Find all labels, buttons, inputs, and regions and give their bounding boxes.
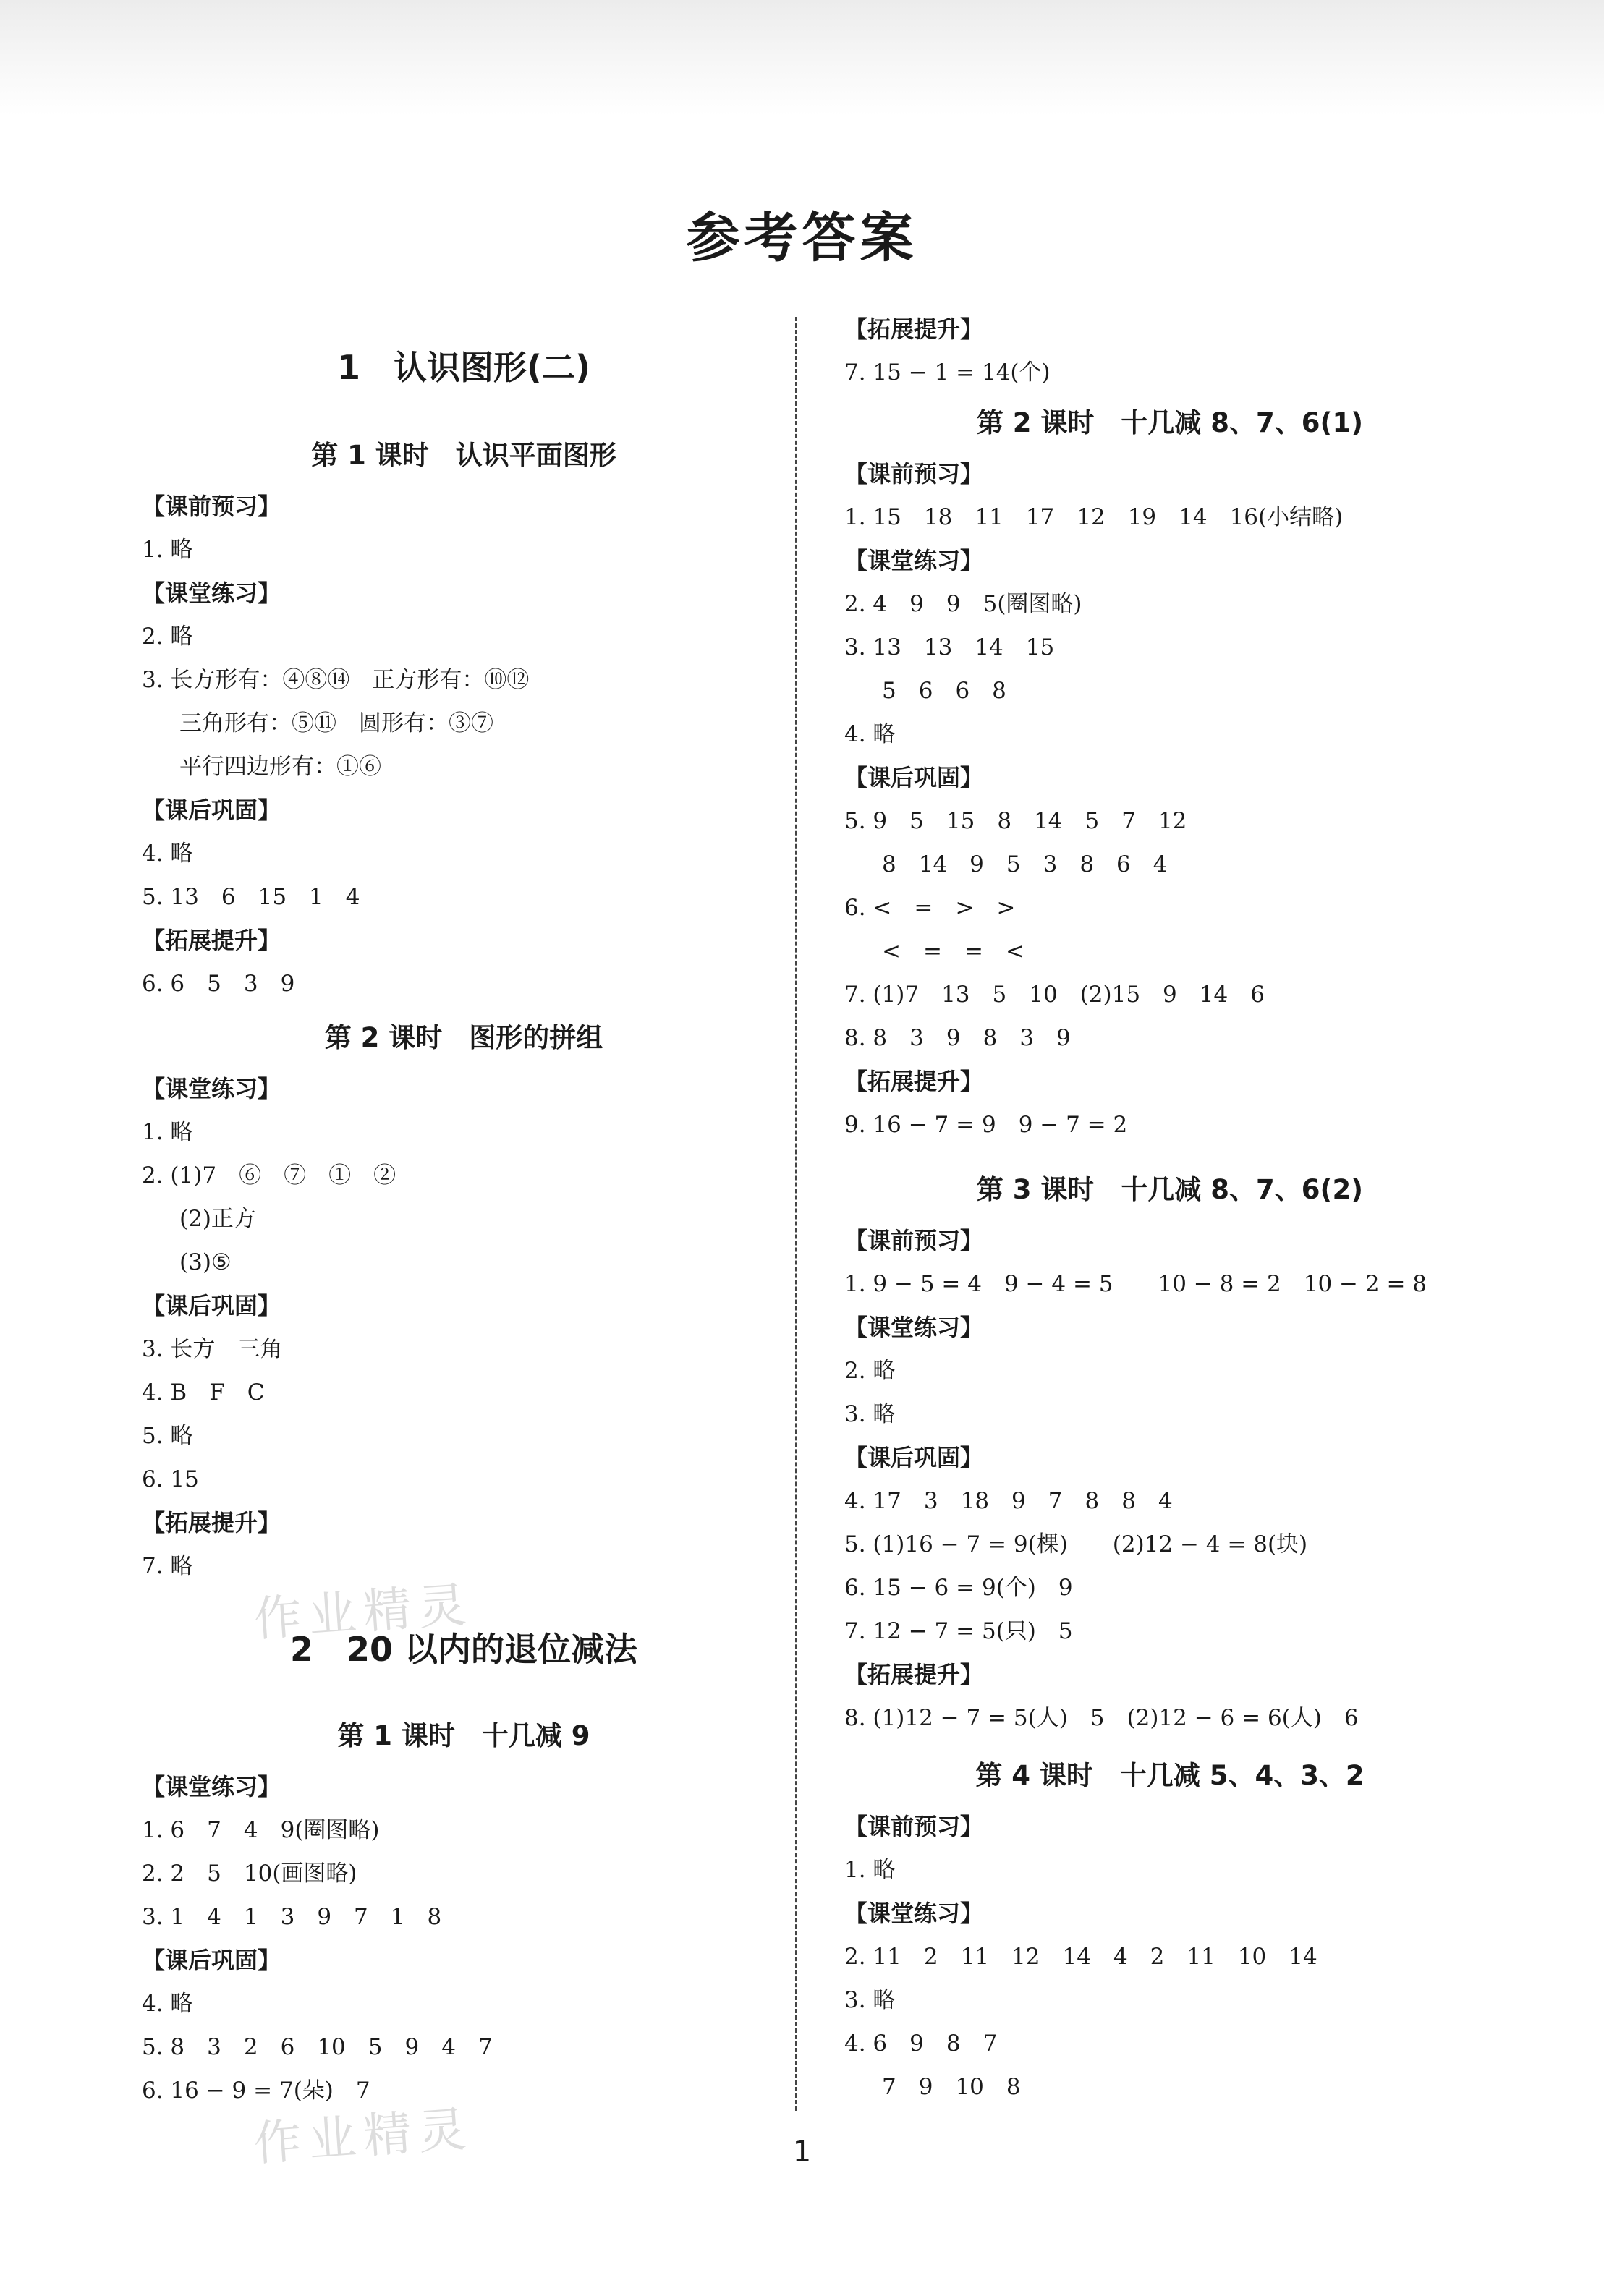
answer-line: 3. 长方 三角 <box>142 1336 283 1362</box>
lesson-heading: 第 1 课时 十几减 9 <box>337 1720 590 1751</box>
answer-line: 7. (1)7 13 5 10 (2)15 9 14 6 <box>844 982 1265 1008</box>
answer-line: 平行四边形有：①⑥ <box>179 754 381 780</box>
answer-line: 5. 13 6 15 1 4 <box>142 884 360 910</box>
answer-line: (3)⑤ <box>179 1249 232 1275</box>
section-label: 【拓展提升】 <box>142 927 281 954</box>
lesson-heading: 第 4 课时 十几减 5、4、3、2 <box>975 1760 1365 1791</box>
answer-line: 2. 略 <box>142 624 193 650</box>
answer-line: 8 14 9 5 3 8 6 4 <box>882 851 1168 877</box>
answer-line: 1. 15 18 11 17 12 19 14 16(小结略) <box>844 504 1344 530</box>
section-label: 【课后巩固】 <box>844 1444 984 1471</box>
answer-line: 7 9 10 8 <box>882 2074 1021 2100</box>
answer-line: 6. < = > > <box>844 895 1016 921</box>
section-label: 【课前预习】 <box>844 1227 984 1254</box>
watermark: 作业精灵 <box>252 2101 475 2172</box>
section-label: 【课堂练习】 <box>142 579 281 607</box>
answer-line: 3. 13 13 14 15 <box>844 634 1055 660</box>
answer-line: 4. 17 3 18 9 7 8 8 4 <box>844 1488 1173 1514</box>
answer-line: 2. 略 <box>844 1358 896 1384</box>
answer-line: 3. 长方形有：④⑧⑭ 正方形有：⑩⑫ <box>142 667 530 693</box>
page-title: 参考答案 <box>686 207 918 269</box>
section-label: 【课后巩固】 <box>142 1292 281 1319</box>
section-label: 【课堂练习】 <box>844 1314 984 1341</box>
answer-line: 7. 15 − 1 = 14(个) <box>844 360 1051 386</box>
chapter-heading: 2 20 以内的退位减法 <box>289 1630 638 1669</box>
answer-line: 4. 略 <box>142 841 193 867</box>
lesson-heading: 第 3 课时 十几减 8、7、6(2) <box>976 1174 1364 1205</box>
answer-line: 3. 略 <box>844 1401 896 1427</box>
scan-top-shading <box>0 0 1604 116</box>
answer-line: 9. 16 − 7 = 9 9 − 7 = 2 <box>844 1112 1128 1138</box>
section-label: 【课堂练习】 <box>142 1773 281 1800</box>
answer-line: (2)正方 <box>179 1206 256 1232</box>
answer-line: 6. 16 − 9 = 7(朵) 7 <box>142 2078 370 2104</box>
answer-line: 4. B F C <box>142 1379 265 1406</box>
answer-line: 2. 11 2 11 12 14 4 2 11 10 14 <box>844 1944 1317 1970</box>
answer-line: 2. 2 5 10(画图略) <box>142 1861 357 1887</box>
answer-line: 5. 略 <box>142 1423 193 1449</box>
section-label: 【拓展提升】 <box>844 1068 984 1095</box>
answer-line: 8. (1)12 − 7 = 5(人) 5 (2)12 − 6 = 6(人) 6 <box>844 1705 1359 1731</box>
answer-line: 6. 15 − 6 = 9(个) 9 <box>844 1575 1073 1601</box>
section-label: 【课堂练习】 <box>142 1075 281 1102</box>
answer-line: < = = < <box>882 938 1024 964</box>
section-label: 【课前预习】 <box>844 1813 984 1840</box>
answer-line: 2. 4 9 9 5(圈图略) <box>844 591 1082 617</box>
section-label: 【课堂练习】 <box>844 1900 984 1927</box>
answer-line: 7. 12 − 7 = 5(只) 5 <box>844 1618 1073 1644</box>
answer-line: 5. (1)16 − 7 = 9(棵) (2)12 − 4 = 8(块) <box>844 1531 1308 1557</box>
lesson-heading: 第 2 课时 十几减 8、7、6(1) <box>976 407 1364 438</box>
section-label: 【课堂练习】 <box>844 547 984 574</box>
answer-line: 6. 6 5 3 9 <box>142 971 295 997</box>
section-label: 【课前预习】 <box>142 493 281 520</box>
answer-line: 1. 6 7 4 9(圈图略) <box>142 1817 380 1843</box>
section-label: 【拓展提升】 <box>844 1661 984 1688</box>
answer-line: 4. 略 <box>142 1991 193 2017</box>
lesson-heading: 第 1 课时 认识平面图形 <box>311 440 616 471</box>
answer-line: 5. 9 5 15 8 14 5 7 12 <box>844 808 1187 834</box>
answer-line: 4. 6 9 8 7 <box>844 2031 998 2057</box>
answer-line: 1. 略 <box>844 1857 896 1883</box>
section-label: 【课前预习】 <box>844 460 984 488</box>
answer-line: 1. 略 <box>142 1119 193 1145</box>
answer-line: 1. 9 − 5 = 4 9 − 4 = 5 10 − 8 = 2 10 − 2 = 8 <box>844 1271 1427 1297</box>
page-number: 1 <box>792 2135 812 2169</box>
answer-line: 1. 略 <box>142 537 193 563</box>
answer-line: 三角形有：⑤⑪ 圆形有：③⑦ <box>179 710 493 736</box>
answer-line: 6. 15 <box>142 1466 199 1492</box>
answer-line: 7. 略 <box>142 1553 193 1579</box>
section-label: 【课后巩固】 <box>142 796 281 824</box>
answer-line: 5. 8 3 2 6 10 5 9 4 7 <box>142 2034 493 2060</box>
answer-line: 3. 略 <box>844 1987 896 2013</box>
section-label: 【课后巩固】 <box>142 1947 281 1974</box>
section-label: 【拓展提升】 <box>844 315 984 343</box>
watermark: 作业精灵 <box>252 1576 475 1648</box>
column-divider <box>795 317 797 2111</box>
answer-line: 8. 8 3 9 8 3 9 <box>844 1025 1071 1051</box>
answer-line: 3. 1 4 1 3 9 7 1 8 <box>142 1904 442 1930</box>
lesson-heading: 第 2 课时 图形的拼组 <box>324 1022 603 1053</box>
section-label: 【课后巩固】 <box>844 764 984 791</box>
answer-line: 4. 略 <box>844 721 896 747</box>
answer-line: 5 6 6 8 <box>882 678 1006 704</box>
section-label: 【拓展提升】 <box>142 1509 281 1536</box>
chapter-heading: 1 认识图形(二) <box>336 348 591 387</box>
answer-line: 2. (1)7 ⑥ ⑦ ① ② <box>142 1162 396 1189</box>
